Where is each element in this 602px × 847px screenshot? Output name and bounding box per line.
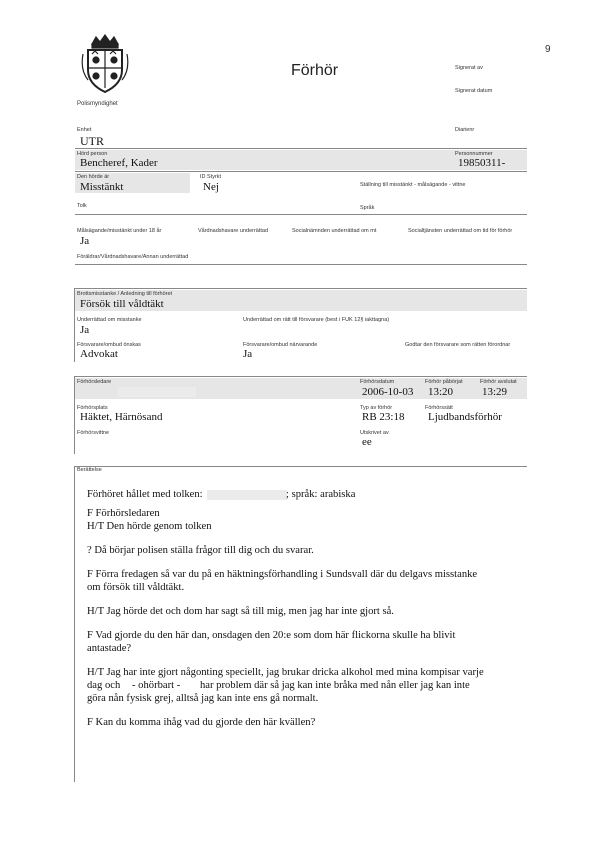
end-value: 13:29 (482, 386, 508, 398)
date-value: 2006-10-03 (362, 386, 414, 398)
diary-label: Diarienr (455, 127, 475, 133)
counsel-present-value: Ja (243, 348, 253, 360)
role-value: Misstänkt (80, 181, 124, 193)
place-value: Häktet, Härnösand (80, 411, 163, 423)
under18-value: Ja (80, 235, 90, 247)
divider (74, 376, 527, 377)
id-verified-value: Nej (203, 181, 219, 193)
end-label: Förhör avslutat (480, 379, 517, 385)
socialservice-label: Socialtjänsten underrättad om tid för förhör (408, 228, 513, 234)
language-label: Språk (360, 205, 375, 211)
narrative-line: antastade? (87, 643, 132, 654)
witness-label: Förhörsvittne (77, 430, 110, 436)
writer-label: Utskrivet av (360, 430, 389, 436)
method-value: Ljudbandsförhör (428, 411, 502, 423)
type-value: RB 23:18 (362, 411, 405, 423)
counsel-accept-label: Godtar den försvarare som rätten förordnar (405, 342, 511, 348)
counsel-wish-value: Advokat (80, 348, 118, 360)
socialboard-label: Socialnämnden underrättad om mt (292, 228, 377, 234)
parents-label: Föräldrar/Vårdnadshavare/Annan underrättad (77, 254, 189, 260)
page-title: Förhör (291, 62, 339, 79)
divider (74, 466, 75, 782)
narrative-label: Berättelse (77, 467, 102, 473)
narrative-line: göra nån fysisk grej, alltså jag kan inte ens gå normalt. (87, 693, 319, 704)
agency-name: Polismyndighet (77, 101, 118, 107)
method-label: Förhörssätt (425, 405, 453, 411)
counsel-present-label: Försvarare/ombud närvarande (243, 342, 318, 348)
guardian-label: Vårdnadshavare underrättad (198, 228, 269, 234)
police-crest-logo (80, 34, 130, 96)
role-label: Den hörde är (77, 174, 110, 180)
redacted-field (207, 490, 287, 500)
narrative-line: F Vad gjorde du den här dan, onsdagen den 20:e som dom här flickorna skulle ha blivit (87, 630, 456, 641)
under18-label: Målsägande/misstänkt under 18 år (77, 228, 162, 234)
unit-label: Enhet (77, 127, 92, 133)
interpreter-label: Tolk (77, 203, 87, 209)
divider (74, 466, 527, 467)
counsel-right-label: Underrättad om rätt till försvarare (best i FUK 12§ iakttagna) (243, 317, 390, 323)
unit-value: UTR (80, 134, 104, 148)
divider (75, 148, 527, 149)
personnummer-label: Personnummer (455, 151, 493, 157)
writer-value: ee (362, 436, 372, 448)
id-verified-label: ID Styrkt (200, 174, 222, 180)
narrative-line: H/T Jag har inte gjort någonting speciellt, jag brukar dricka alkohol med mina kompisar varje (87, 667, 484, 678)
position-label: Ställning till misstänkt - målsägande - vittne (360, 182, 466, 188)
type-label: Typ av förhör (360, 405, 393, 411)
heard-person-label: Hörd person (77, 151, 108, 157)
divider (75, 171, 527, 172)
redacted-field (118, 387, 196, 397)
divider (74, 288, 527, 289)
place-label: Förhörsplats (77, 405, 108, 411)
informed-label: Underrättad om misstanke (77, 317, 142, 323)
page-number: 9 (545, 44, 551, 55)
narrative-line: ? Då börjar polisen ställa frågor till dig och du svarar. (87, 545, 314, 556)
signed-by-label: Signerat av (455, 65, 483, 71)
narrative-line: H/T Den hörde genom tolken (87, 521, 212, 532)
personnummer-value: 19850311- (458, 157, 506, 169)
counsel-wish-label: Försvarare/ombud önskas (77, 342, 141, 348)
narrative-line: om försök till våldtäkt. (87, 582, 185, 593)
leader-label: Förhörsledare (77, 379, 112, 385)
narrative-line: F Förra fredagen så var du på en häktningsförhandling i Sundsvall där du delgavs misstanke (87, 569, 478, 580)
signed-date-label: Signerat datum (455, 88, 493, 94)
offence-value: Försök till våldtäkt (80, 298, 164, 310)
divider (75, 264, 527, 265)
start-label: Förhör påbörjat (425, 379, 463, 385)
informed-value: Ja (80, 324, 90, 336)
narrative-line: dag och - ohörbart - har problem där så jag kan inte bråka med nån eller jag kan inte (87, 680, 470, 691)
start-value: 13:20 (428, 386, 454, 398)
narrative-line: F Kan du komma ihåg vad du gjorde den här kvällen? (87, 717, 316, 728)
offence-label: Brottsmisstanke / Anledning till förhöret (77, 291, 173, 297)
narrative-line: H/T Jag hörde det och dom har sagt så till mig, men jag har inte gjort så. (87, 606, 394, 617)
narrative-line: Förhöret hållet med tolken: ; språk: arabiska (87, 489, 356, 500)
date-label: Förhörsdatum (360, 379, 395, 385)
heard-person-value: Bencheref, Kader (80, 157, 158, 169)
divider (75, 214, 527, 215)
narrative-line: F Förhörsledaren (87, 508, 160, 519)
